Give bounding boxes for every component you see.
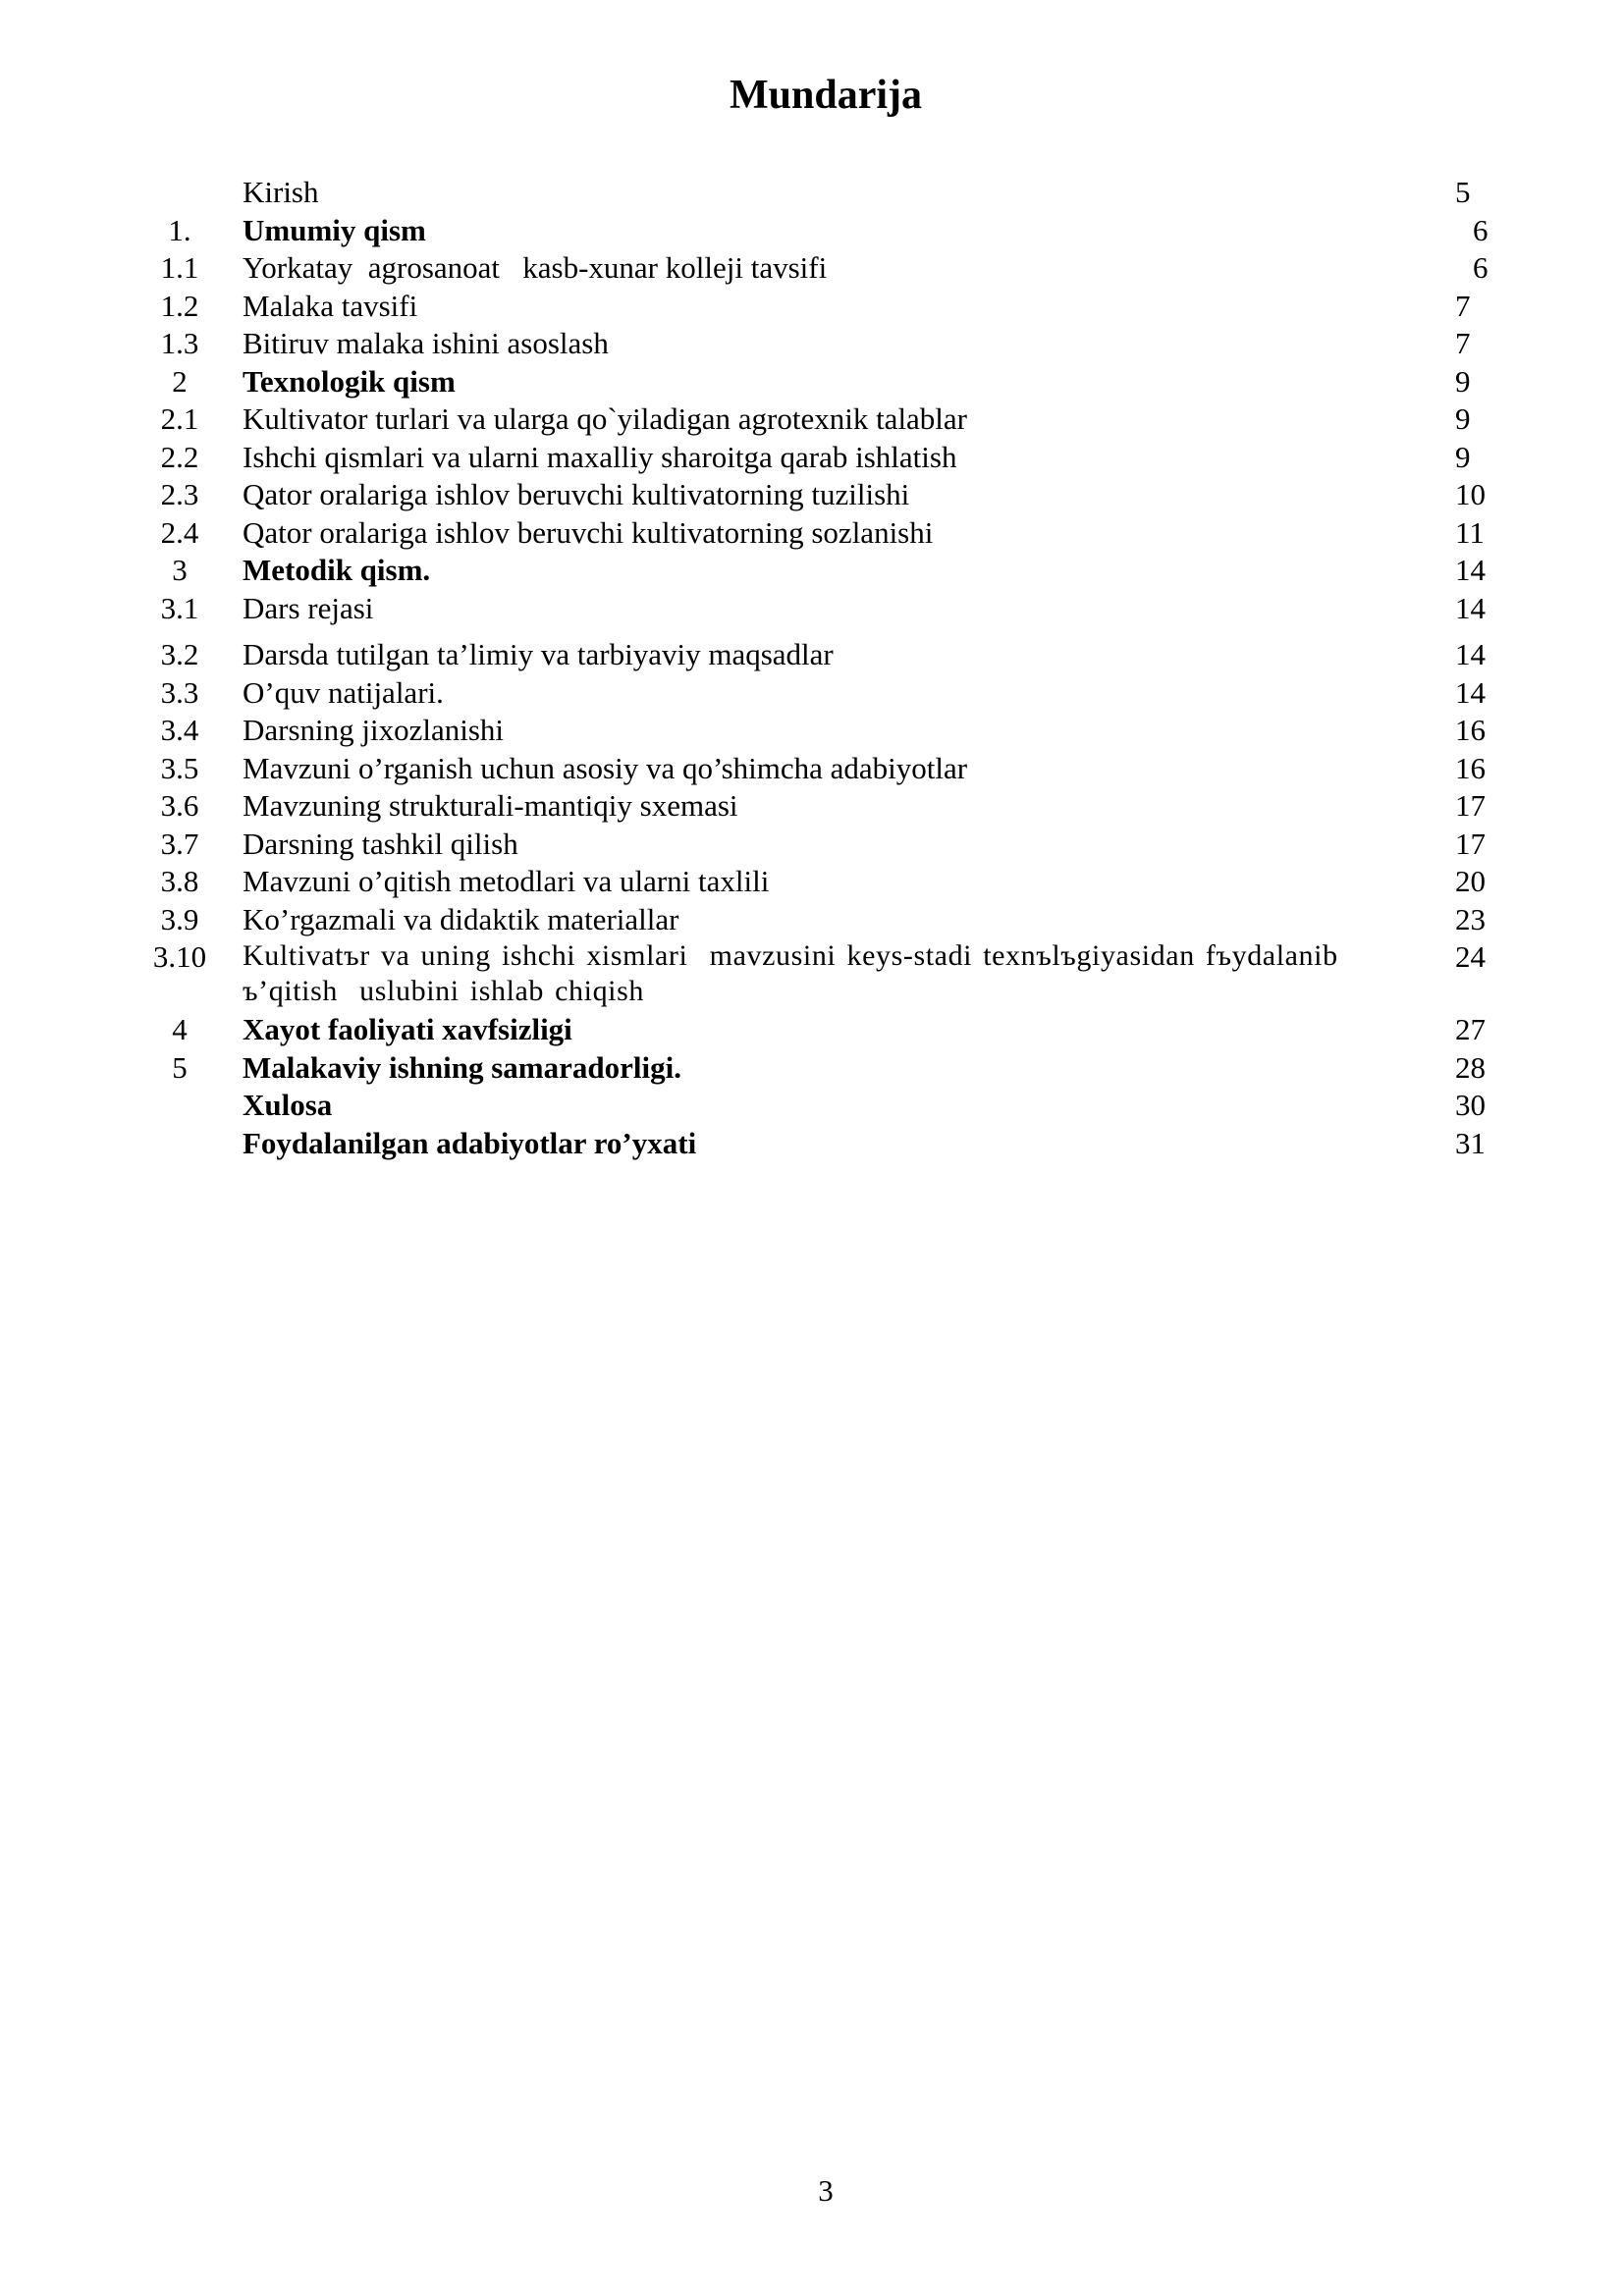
toc-title: Malaka tavsifi — [243, 288, 418, 323]
toc-page: 24 — [1455, 939, 1486, 974]
toc-row-3-7 — [0, 826, 1624, 864]
toc-row-umumiy-qism — [0, 212, 1624, 250]
page-title: Mundarija — [729, 73, 922, 118]
toc-number: 1. — [168, 212, 191, 247]
toc-row-kirish — [0, 174, 1624, 212]
toc-row-xayot-faoliyati — [0, 1011, 1624, 1049]
toc-title: Malakaviy ishning samaradorligi. — [243, 1049, 681, 1085]
toc-number: 3.4 — [160, 713, 199, 747]
toc-page: 23 — [1455, 901, 1486, 936]
toc-row-texnologik-qism — [0, 363, 1624, 401]
toc-page: 9 — [1455, 439, 1471, 474]
toc-number: 3.8 — [160, 864, 199, 898]
toc-title: Texnologik qism — [243, 363, 456, 399]
toc-number: 1.1 — [160, 250, 199, 285]
toc-page: 14 — [1455, 553, 1486, 587]
toc-row-1-1 — [0, 249, 1624, 288]
toc-page: 14 — [1455, 674, 1486, 710]
toc-number: 2 — [172, 363, 188, 399]
toc-number: 3.10 — [152, 939, 207, 974]
toc-number: 2.3 — [160, 477, 199, 511]
toc-row-3-10 — [0, 938, 1624, 1011]
toc-number: 1.2 — [160, 288, 199, 323]
toc-row-adabiyotlar — [0, 1125, 1624, 1163]
toc-title: Qator oralariga ishlov beruvchi kultivatorning sozlanishi — [243, 514, 934, 550]
toc-number: 4 — [172, 1012, 188, 1046]
toc-title-line-2: ъ’qitish uslubini ishlab chiqish — [243, 975, 644, 1007]
toc-page: 31 — [1455, 1125, 1486, 1160]
toc-title: Umumiy qism — [243, 212, 426, 247]
toc-page: 11 — [1455, 514, 1485, 550]
toc-title: Darsda tutilgan ta’limiy va tarbiyaviy maqsadlar — [243, 637, 834, 671]
toc-page: 10 — [1455, 477, 1486, 511]
toc-page: 7 — [1455, 288, 1471, 323]
toc-row-3-8 — [0, 863, 1624, 901]
toc-title: Ishchi qismlari va ularni maxalliy sharoitga qarab ishlatish — [243, 439, 957, 474]
toc-number: 3.3 — [160, 674, 199, 710]
toc-row-3-4 — [0, 712, 1624, 750]
toc-page: 27 — [1455, 1012, 1486, 1046]
toc-row-3-6 — [0, 787, 1624, 826]
toc-title: Darsning tashkil qilish — [243, 826, 518, 861]
toc-page: 14 — [1455, 590, 1486, 625]
toc-row-3-1 — [0, 590, 1624, 628]
toc-title: Dars rejasi — [243, 590, 374, 625]
toc-page: 16 — [1455, 750, 1486, 785]
toc-row-1-3 — [0, 325, 1624, 363]
toc-title: Xayot faoliyati xavfsizligi — [243, 1012, 572, 1046]
toc-number: 3.5 — [160, 750, 199, 785]
toc-row-3-5 — [0, 750, 1624, 788]
toc-title: Qator oralariga ishlov beruvchi kultivatorning tuzilishi — [243, 477, 910, 511]
toc-row-2-2 — [0, 439, 1624, 477]
toc-title-line-1: Kultivatъr va uning ishchi xismlari mavzusini keys-stadi texnъlъgiyasidan fъydalanib — [243, 939, 1338, 972]
toc-row-1-2 — [0, 288, 1624, 326]
toc-title: Kultivator turlari va ularga qo`yiladigan agrotexnik talablar — [243, 401, 968, 436]
toc-title: Metodik qism. — [243, 553, 431, 587]
toc-number: 2.2 — [160, 439, 199, 474]
toc-row-3-9 — [0, 901, 1624, 939]
toc-row-malakaviy-ish — [0, 1049, 1624, 1088]
toc-page: 6 — [1473, 212, 1489, 247]
toc-row-2-1 — [0, 400, 1624, 439]
toc-page: 7 — [1455, 326, 1471, 360]
toc-title: Bitiruv malaka ishini asoslash — [243, 326, 609, 360]
toc-page: 30 — [1455, 1088, 1486, 1122]
toc-page: 28 — [1455, 1049, 1486, 1085]
toc-page: 9 — [1455, 363, 1471, 399]
toc-row-3-2 — [0, 636, 1624, 674]
toc-page: 5 — [1455, 175, 1471, 209]
toc-number: 2.1 — [160, 401, 199, 436]
toc-title: Kirish — [243, 175, 319, 209]
toc-title: Mavzuning strukturali-mantiqiy sxemasi — [243, 788, 738, 823]
toc-title: Mavzuni o’rganish uchun asosiy va qo’shimcha adabiyotlar — [243, 750, 968, 785]
toc-page: 16 — [1455, 713, 1486, 747]
toc-row-xulosa — [0, 1087, 1624, 1125]
toc-page: 20 — [1455, 864, 1486, 898]
toc-row-2-4 — [0, 514, 1624, 553]
toc-number: 5 — [172, 1049, 188, 1085]
table-of-contents — [0, 174, 1624, 1162]
toc-number: 3.1 — [160, 590, 199, 625]
toc-page: 6 — [1473, 250, 1489, 285]
toc-title: Yorkatay agrosanoat kasb-xunar kolleji tavsifi — [243, 250, 828, 285]
toc-title — [243, 938, 1431, 1009]
toc-page: 17 — [1455, 826, 1486, 861]
page-number: 3 — [818, 2173, 834, 2208]
toc-title: Foydalanilgan adabiyotlar ro’yxati — [243, 1125, 697, 1160]
toc-page: 9 — [1455, 401, 1471, 436]
toc-title: Ko’rgazmali va didaktik materiallar — [243, 901, 679, 936]
toc-row-2-3 — [0, 476, 1624, 514]
toc-number: 3.6 — [160, 788, 199, 823]
toc-number: 2.4 — [160, 514, 199, 550]
toc-title: Darsning jixozlanishi — [243, 713, 505, 747]
toc-number: 1.3 — [160, 326, 199, 360]
toc-title: Xulosa — [243, 1088, 333, 1122]
toc-title: O’quv natijalari. — [243, 674, 444, 710]
toc-number: 3 — [172, 553, 188, 587]
toc-number: 3.9 — [160, 901, 199, 936]
toc-title: Mavzuni o’qitish metodlari va ularni taxlili — [243, 864, 770, 898]
toc-number: 3.2 — [160, 637, 199, 671]
toc-row-metodik-qism — [0, 552, 1624, 590]
toc-number: 3.7 — [160, 826, 199, 861]
toc-row-3-3 — [0, 674, 1624, 713]
toc-page: 17 — [1455, 788, 1486, 823]
toc-page: 14 — [1455, 637, 1486, 671]
